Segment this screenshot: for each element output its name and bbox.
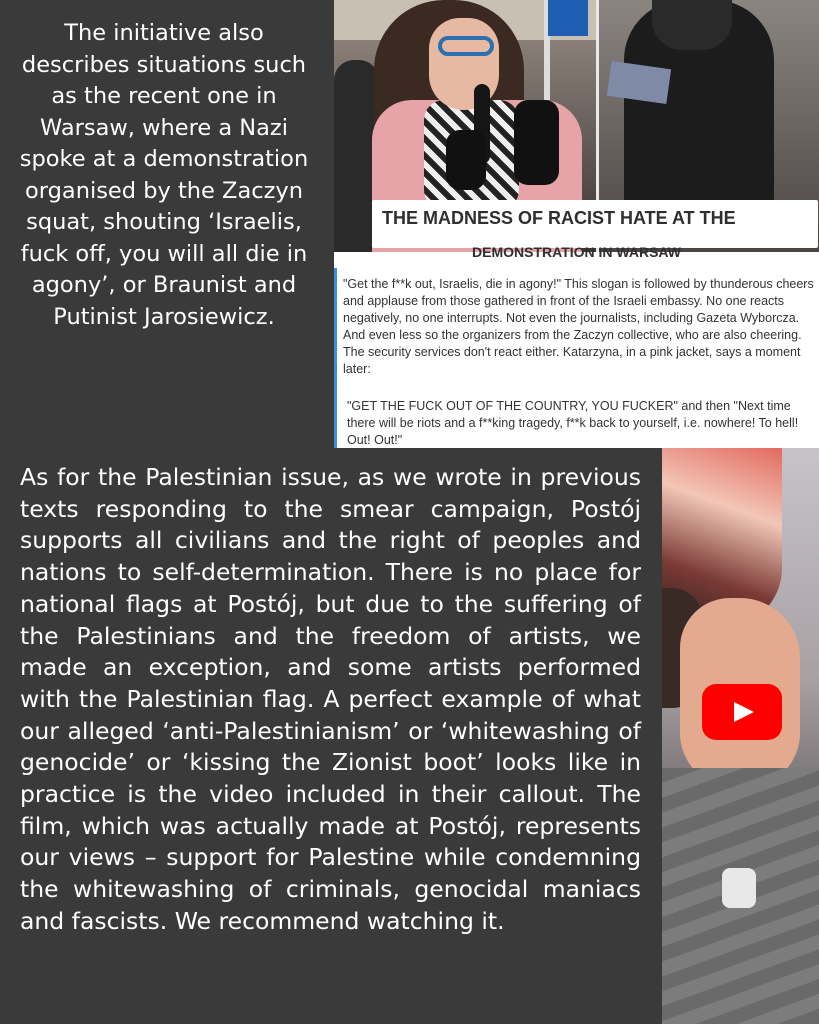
intro-text: The initiative also describes situations such as the recent one in Warsaw, where a Nazi spoke at a demonstration organised by the Zaczyn squat, shouting ‘Israelis, fuck off, you will all die in agony’, or Braunist and Putinist Jarosiewicz. (19, 20, 309, 330)
article-headline: THE MADNESS OF RACIST HATE AT THE (382, 208, 736, 228)
video-thumbnail[interactable] (662, 448, 819, 1024)
article-headline-box (372, 200, 818, 248)
quote-paragraph-2: "GET THE FUCK OUT OF THE COUNTRY, YOU FUCKER" and then "Next time there will be riots and a f**king tragedy, f**k back to yourself, i.e. nowhere! To hell! Out! Out!" (347, 399, 799, 447)
article-screenshot (334, 0, 819, 448)
article-subheadline: DEMONSTRATION IN WARSAW (472, 244, 681, 260)
youtube-play-icon[interactable] (702, 684, 782, 740)
main-text: As for the Palestinian issue, as we wrote in previous texts responding to the smear campaign, Postój supports all civilians and the right of peoples and nations to self-determination. There is no place for national flags at Postój, but due to the suffering of the Palestinians and the freedom of artists, we made an exception, and some artists performed with the Palestinian flag. A perfect example of what our alleged ‘anti-Palestinianism’ or ‘whitewashing of genocide’ or ‘kissing the Zionist boot’ looks like in practice is the video included in their callout. The film, which was actually made at Postój, represents our views – support for Palestine while condemning the whitewashing of criminals, genocidal maniacs and fascists. We recommend watching it. (20, 463, 641, 935)
quote-paragraph-1: "Get the f**k out, Israelis, die in agony!" This slogan is followed by thunderous cheers and applause from those gathered in front of the Israeli embassy. No one reacts negatively, no one interrupts. Not even the journalists, including Gazeta Wyborcza. And even less so the organizers from the Zaczyn collective, who are also cheering. The security services don't react either. Katarzyna, in a pink jacket, says a moment later: (343, 277, 814, 376)
article-quote (334, 268, 819, 448)
